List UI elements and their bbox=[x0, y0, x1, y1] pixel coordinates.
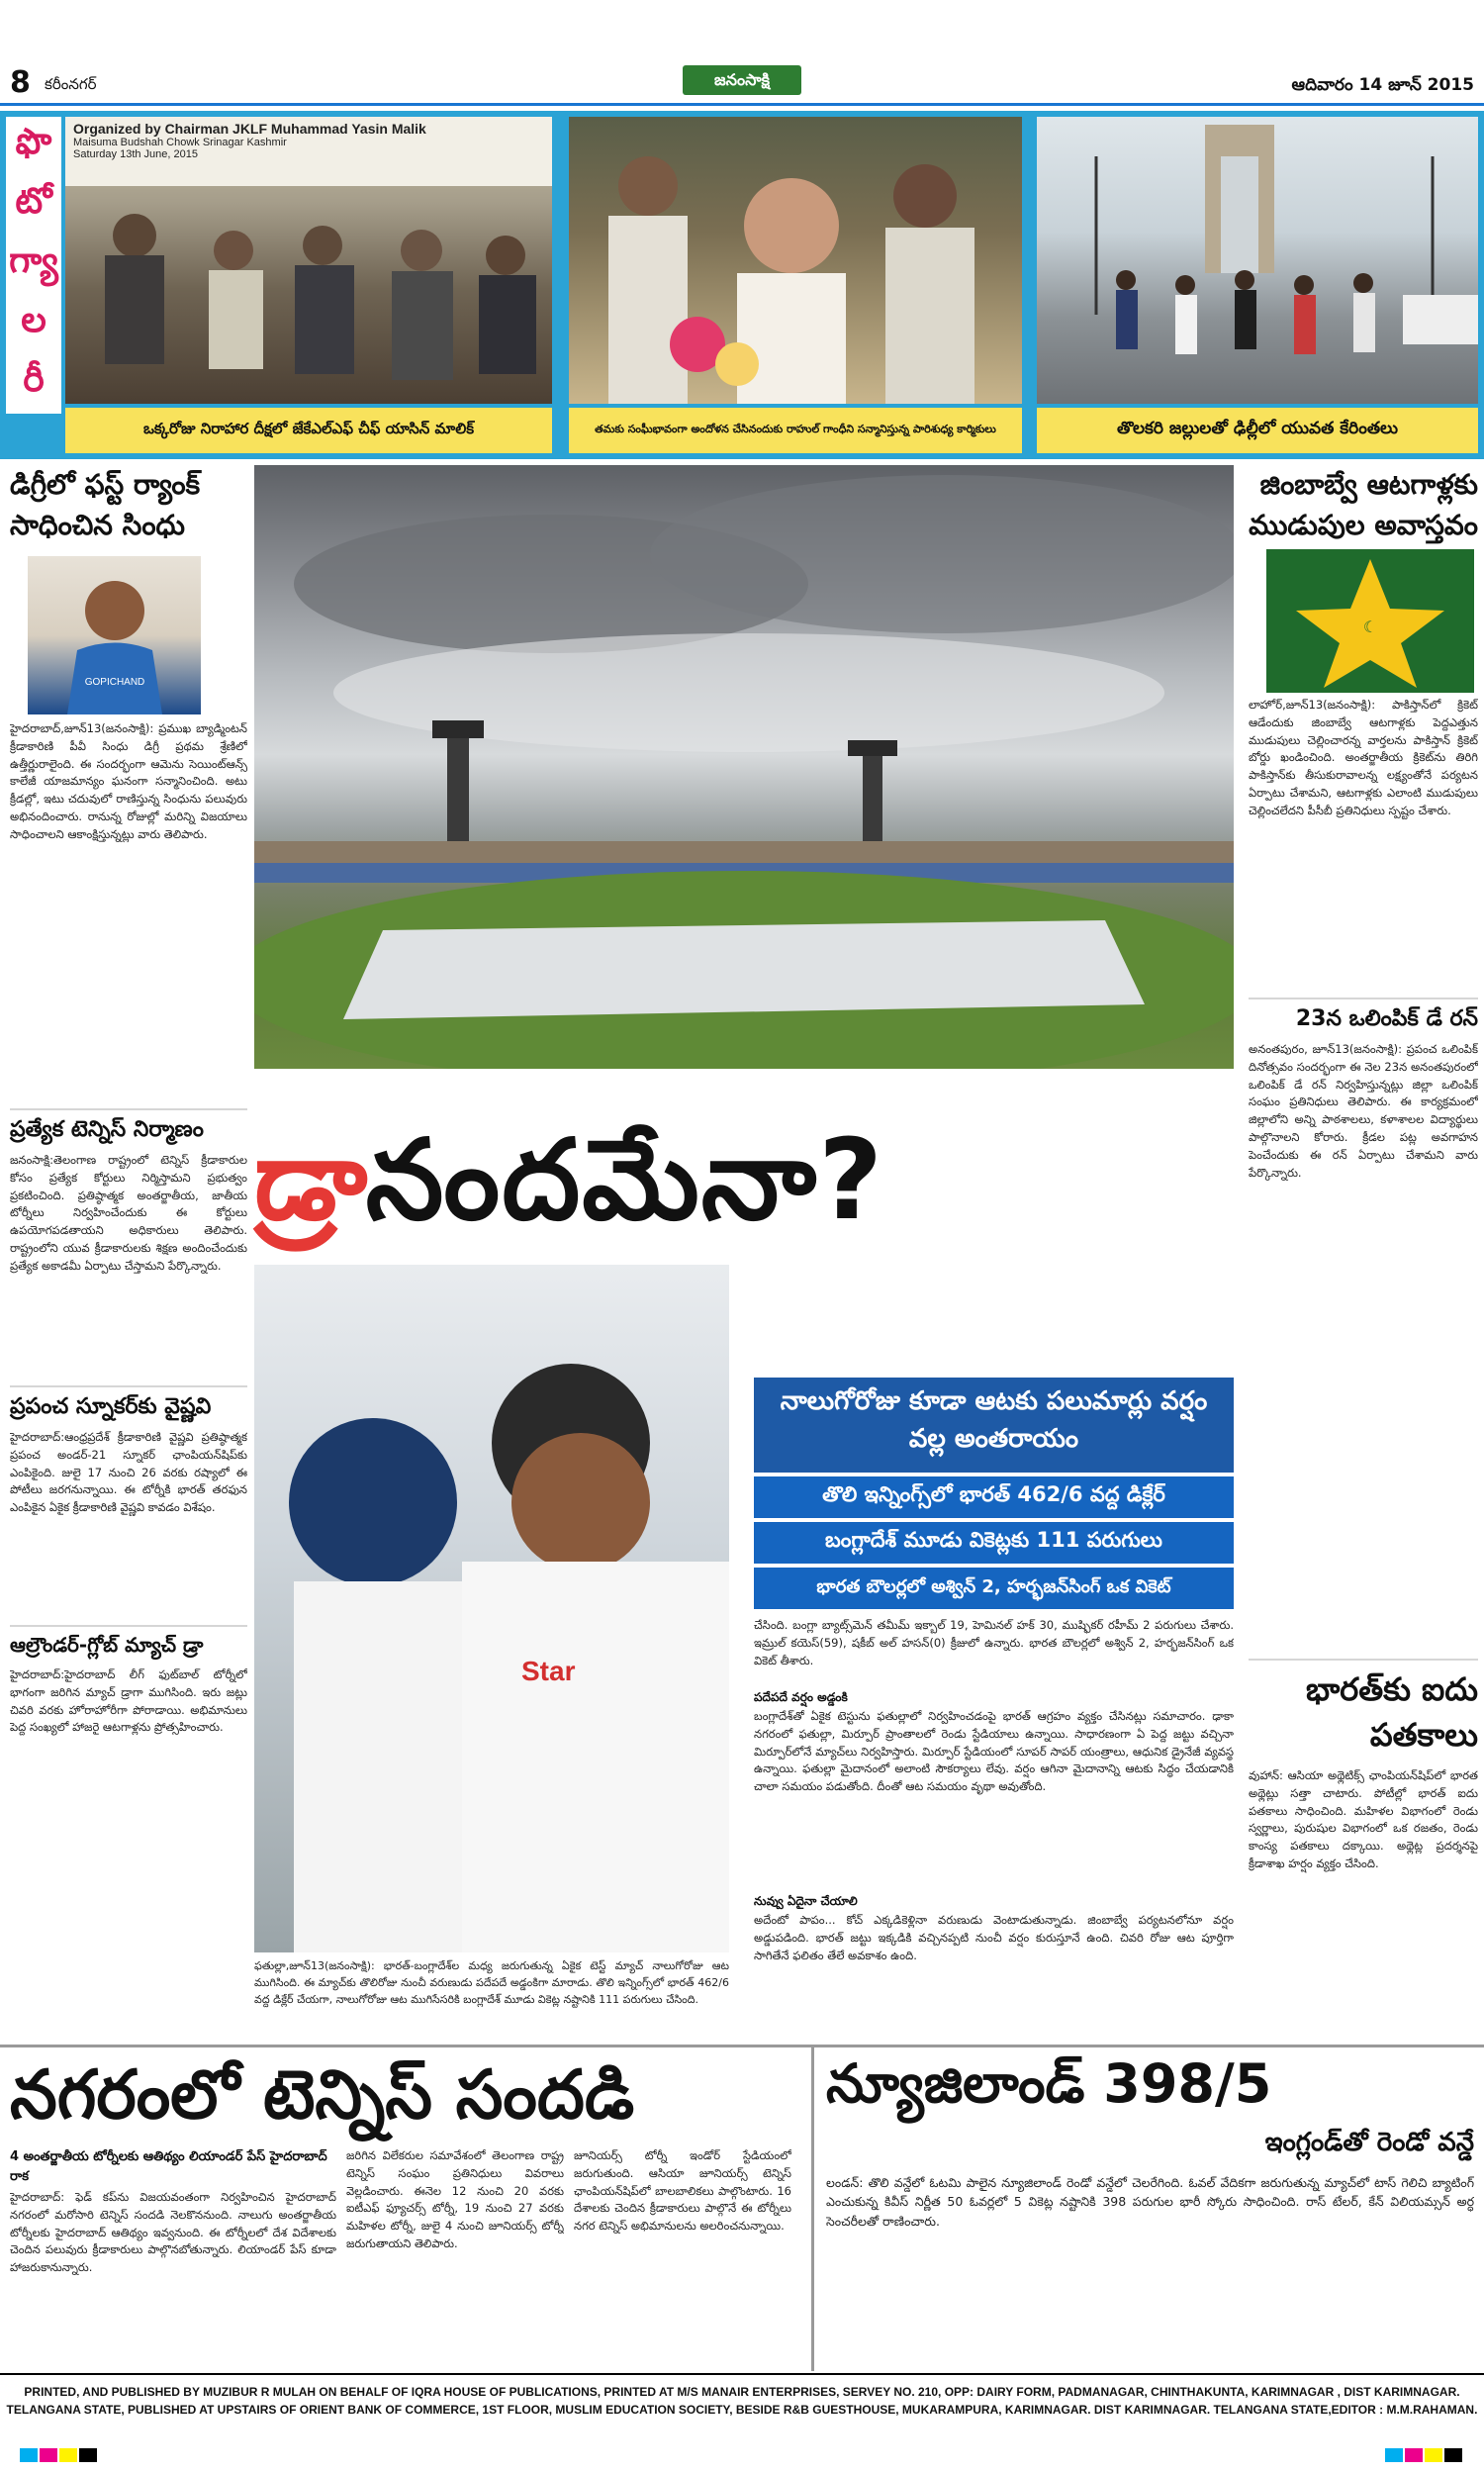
summary-bar: తొలి ఇన్నింగ్స్‌లో భారత్ 462/6 వద్ద డిక్లేర్ bbox=[754, 1476, 1234, 1518]
olympic-run-headline: 23న ఒలింపిక్ డే రన్ bbox=[1295, 1006, 1478, 1031]
tennis-city-headline: నగరంలో టెన్నిస్ సందడి bbox=[10, 2056, 635, 2135]
gallery-label-char: గ్యా bbox=[9, 240, 58, 281]
page-number: 8 bbox=[10, 65, 31, 100]
svg-text:☾: ☾ bbox=[1362, 618, 1378, 636]
summary-box: నాలుగోరోజు కూడా ఆటకు పలుమార్లు వర్షం వల్ల అంతరాయం bbox=[754, 1378, 1234, 1473]
gallery-label-char: ల bbox=[21, 300, 46, 340]
issue-date: ఆదివారం 14 జూన్ 2015 bbox=[1291, 75, 1474, 95]
main-article-part-2: బంగ్లాదేశ్‌తో ఏకైక టెస్టును ఫతుల్లాలో నిర్వహించడంపై భారత్ ఆగ్రహం వ్యక్తం చేసినట్లు సమాచారం. ఢాకా నగరంలో ఫతుల్లా, మిర్పూర్ ప్రాంతాలలో రెండు స్టేడియాలు ఉన్నాయి. సాధారణంగా ఏ పెద్ద జట్టు వచ్చినా మిర్పూర్‌లోనే మ్యాచ్‌లు నిర్వహిస్తారు. మిర్పూర్ స్టేడియంలో సూపర్ సాపర్ యంత్రాలు, ఆధునిక డ్రైనేజీ వ్యవస్థ ఉన్నాయి. ఫతుల్లా మైదానంలో అలాంటి సౌకర్యాలు లేవు. వర్షం ఆగినా మైదానాన్ని ఆటకు సిద్ధం చేయడానికి చాలా సమయం పడుతోంది. దీంతో ఆట సమయం వృథా అవుతోంది. bbox=[754, 1709, 1234, 1794]
divider bbox=[1249, 1659, 1478, 1661]
subhead: పదేపదే వర్షం అడ్డంకి bbox=[754, 1690, 848, 1704]
edition-city: కరీంనగర్ bbox=[45, 75, 97, 93]
main-photo-caption: ఫతుల్లా,జూన్13(జనంసాక్షి): భారత్-బంగ్లాదేశ్‌ల మధ్య జరుగుతున్న ఏకైక టెస్ట్ మ్యాచ్ నాలుగోరోజు ఆట ముగిసింది. ఈ మ్యాచ్‌కు తొలిరోజు నుంచీ వరుణుడు పదేపదే అడ్డంకిగా మారాడు. తొలి ఇన్నింగ్స్‌లో భారత్ 462/6 వద్ద డిక్లేర్ చేయగా, నాలుగోరోజు ఆట ముగిసేసరికి బంగ్లాదేశ్ మూడు వికెట్ల నష్టానికి 111 పరుగులు చేసింది. bbox=[254, 1959, 729, 2007]
jklf-protest-photo bbox=[65, 117, 552, 404]
column-divider bbox=[811, 2045, 814, 2371]
main-headline bbox=[254, 1116, 1234, 1255]
cricketers-photo bbox=[254, 1265, 729, 1952]
divider bbox=[10, 1385, 247, 1387]
nz-score-headline: న్యూజిలాండ్ 398/5 bbox=[826, 2052, 1272, 2115]
stadium-rain-photo bbox=[254, 465, 1234, 1069]
olympic-run-article: అనంతపురం, జూన్13(జనంసాక్షి): ప్రపంచ ఒలింపిక్ దినోత్సవం సందర్భంగా ఈ నెల 23న అనంతపురంలో ఒలింపిక్ డే రన్ నిర్వహిస్తున్నట్లు జిల్లా ఒలింపిక్ సంఘం ప్రతినిధులు తెలిపారు. ఈ కార్యక్రమంలో జిల్లాలోని అన్ని పాఠశాలలు, కళాశాలల విద్యార్థులు పాల్గొనాలని కోరారు. క్రీడల పట్ల అవగాహన పెంచేందుకు ఈ రన్ ఏర్పాటు చేశామని వారు పేర్కొన్నారు. bbox=[1249, 1042, 1478, 1180]
banner-text: Saturday 13th June, 2015 bbox=[73, 148, 198, 160]
sindhu-article: హైదరాబాద్,జూన్13(జనంసాక్షి): ప్రముఖ బ్యాడ్మింటన్ క్రీడాకారిణి పీవీ సింధు డిగ్రీ ప్రథమ శ్రేణిలో ఉత్తీర్ణురాలైంది. ఈ సందర్భంగా ఆమెను సెయింట్ఆన్స్ కాలేజీ యాజమాన్యం ఘనంగా సన్మానించింది. అటు క్రీడల్లో, ఇటు చదువులో రాణిస్తున్న సింధును పలువురు అభినందించారు. రానున్న రోజుల్లో మరిన్ని విజయాలు సాధించాలని ఆకాంక్షిస్తున్నట్లు వారు తెలిపారు. bbox=[10, 721, 247, 841]
tennis-city-article-part-3: జూనియర్స్ టోర్నీ ఇండోర్ స్టేడియంలో జరుగుతుంది. ఆసియా జూనియర్స్ టెన్నిస్ ఛాంపియన్‌షిప్‌లో బాలబాలికలు పాల్గొంటారు. 16 దేశాలకు చెందిన క్రీడాకారులు పాల్గొనే ఈ టోర్నీలు నగర టెన్నిస్ అభిమానులను అలరించనున్నాయి. bbox=[574, 2148, 791, 2234]
main-article-part-1: చేసింది. బంగ్లా బ్యాట్స్‌మెన్ తమీమ్ ఇక్బాల్ 19, హెమినల్ హక్ 30, ముష్ఫికర్ రహీమ్ 2 పరుగులు చేశారు. ఇమ్రుల్ కయెస్(59), షకీబ్ అల్ హసన్(0) క్రీజులో ఉన్నారు. భారత బౌలర్లలో అశ్విన్ 2, హర్భజన్‌సింగ్ ఒక వికెట్ తీశారు. bbox=[754, 1618, 1234, 1667]
print-color-mark bbox=[1444, 2448, 1462, 2462]
snooker-article: హైదరాబాద్:ఆంధ్రప్రదేశ్ క్రీడాకారిణి వైష్ణవి ప్రతిష్ఠాత్మక ప్రపంచ అండర్-21 స్నూకర్ ఛాంపియన్‌షిప్‌కు ఎంపికైంది. జులై 17 నుంచి 26 వరకు రష్యాలో ఈ పోటీలు జరగనున్నాయి. ఈ టోర్నీకి భారత్ తరఫున ఎంపికైన ఏకైక క్రీడాకారిణి వైష్ణవి కావడం విశేషం. bbox=[10, 1430, 247, 1515]
header-divider bbox=[0, 103, 1484, 106]
medals-headline: భారత్‌కు ఐదు పతకాలు bbox=[1305, 1670, 1478, 1755]
gallery-label-char: టో bbox=[15, 181, 52, 222]
banner-text: Organized by Chairman JKLF Muhammad Yasin Malik bbox=[73, 121, 426, 137]
imprint-line: PRINTED, AND PUBLISHED BY MUZIBUR R MULAH ON BEHALF OF IQRA HOUSE OF PUBLICATIONS, PRINTED AT M/S MANAIR ENTERPRISES, SERVEY NO. 210, OPP: DAIRY FORM, PADMANAGAR, CHINTHAKUNTA, KARIMNAGAR , DIST KARIMNAGAR. bbox=[24, 2385, 1460, 2399]
subhead: నువ్వు ఏదైనా చేయాలి bbox=[754, 1894, 858, 1908]
sindhu-headline: డిగ్రీలో ఫస్ట్ ర్యాంక్ సాధించిన సింధు bbox=[10, 468, 201, 541]
main-article-part-3: అదేంటో పాపం... కోచ్‌ ఎక్కడికెళ్లినా వరుణుడు వెంటాడుతున్నాడు. జింబాబ్వే పర్యటనలోనూ వర్షం అడ్డుపడింది. భారత్ జట్టు ఇక్కడికి వచ్చినప్పటి నుంచీ వర్షం కురుస్తూనే ఉంది. చివరి రోజు ఆట పూర్తిగా సాగితేనే ఫలితం తేలే అవకాశం ఉంది. bbox=[754, 1913, 1234, 1962]
print-color-mark bbox=[1425, 2448, 1442, 2462]
nz-score-article: లండన్: తొలి వన్డేలో ఓటమి పాలైన న్యూజిలాండ్ రెండో వన్డేలో చెలరేగింది. ఓవల్ వేదికగా జరుగుతున్న మ్యాచ్‌లో టాస్ గెలిచి బ్యాటింగ్ ఎంచుకున్న కివీస్ నిర్ణీత 50 ఓవర్లలో 5 వికెట్ల నష్టానికి 398 పరుగుల భారీ స్కోరు సాధించింది. రాస్ టేలర్, కేన్ విలియమ్సన్ అర్ధ సెంచరీలతో రాణించారు. bbox=[826, 2175, 1474, 2229]
print-color-mark bbox=[40, 2448, 57, 2462]
tennis-city-article-part-1: హైదరాబాద్: ఫెడ్ కప్‌ను విజయవంతంగా నిర్వహించిన హైదరాబాద్ నగరంలో మరోసారి టెన్నిస్ సందడి నెలకొననుంది. నాలుగు అంతర్జాతీయ టోర్నీలకు హైదరాబాద్ ఆతిథ్యం ఇవ్వనుంది. ఈ టోర్నీలలో దేశ విదేశాలకు చెందిన పలువురు క్రీడాకారులు పాల్గొనబోతున్నారు. లియాండర్ పేస్ కూడా హాజరుకానున్నారు. bbox=[10, 2190, 336, 2275]
svg-text:GOPICHAND: GOPICHAND bbox=[84, 677, 145, 688]
print-color-mark bbox=[20, 2448, 38, 2462]
svg-text:Star: Star bbox=[521, 1656, 576, 1686]
print-color-mark bbox=[59, 2448, 77, 2462]
football-article: హైదరాబాద్:హైదరాబాద్ లీగ్ ఫుట్‌బాల్ టోర్నీలో భాగంగా జరిగిన మ్యాచ్ డ్రాగా ముగిసింది. ఇరు జట్లు చివరి వరకు హోరాహోరీగా పోరాడాయి. అభిమానులు పెద్ద సంఖ్యలో హాజరై ఆటగాళ్లను ప్రోత్సహించారు. bbox=[10, 1667, 247, 1735]
summary-bar: భారత బౌలర్లలో అశ్విన్ 2, హర్భజన్‌సింగ్ ఒక వికెట్ bbox=[754, 1568, 1234, 1609]
divider bbox=[1249, 998, 1478, 999]
photo-caption: తమకు సంఘీభావంగా అందోళన చేసినందుకు రాహుల్ గాంధీని సన్మానిస్తున్న పారిశుధ్య కార్మికులు bbox=[569, 408, 1022, 453]
zimbabwe-article: లాహోర్,జూన్13(జనంసాక్షి): పాకిస్తాన్‌లో క్రికెట్ ఆడేందుకు జింబాబ్వే ఆటగాళ్లకు పెద్దఎత్తున ముడుపులు చెల్లించారన్న వార్తలను పాకిస్తాన్ క్రికెట్ బోర్డు ఖండించింది. అంతర్జాతీయ క్రికెట్‌ను తిరిగి పాకిస్తాన్‌కు తీసుకురావాలన్న లక్ష్యంతోనే పర్యటన ఏర్పాటు చేశామని, ఆటగాళ్లకు ఎలాంటి ముడుపులు చెల్లించలేదని పీసీబీ ప్రతినిధులు స్పష్టం చేశారు. bbox=[1249, 698, 1478, 817]
divider bbox=[10, 1625, 247, 1627]
masthead-logo: జనంసాక్షి bbox=[683, 65, 801, 95]
gallery-label-char: రీ bbox=[23, 359, 45, 400]
imprint-footer bbox=[0, 2373, 1484, 2438]
banner-text: Maisuma Budshah Chowk Srinagar Kashmir bbox=[73, 137, 287, 148]
headline-prefix: డ్రా bbox=[254, 1116, 366, 1245]
tennis-court-headline: ప్రత్యేక టెన్నిస్ నిర్మాణం bbox=[10, 1117, 204, 1142]
snooker-headline: ప్రపంచ స్నూకర్‌కు వైష్ణవి bbox=[10, 1394, 212, 1419]
summary-bar: బంగ్లాదేశ్ మూడు వికెట్లకు 111 పరుగులు bbox=[754, 1522, 1234, 1564]
print-color-mark bbox=[1385, 2448, 1403, 2462]
tennis-city-article-part-2: జరిగిన విలేకరుల సమావేశంలో తెలంగాణ రాష్ట్ర టెన్నిస్ సంఘం ప్రతినిధులు వివరాలు వెల్లడించారు. ఈనెల 12 నుంచి 20 వరకు ఐటీఎఫ్ ఫ్యూచర్స్ టోర్నీ, 19 నుంచి 27 వరకు మహిళల టోర్నీ, జులై 4 నుంచి జూనియర్స్ టోర్నీ జరుగుతాయని తెలిపారు. bbox=[346, 2148, 564, 2251]
print-color-mark bbox=[1405, 2448, 1423, 2462]
delhi-rain-photo bbox=[1037, 117, 1478, 404]
section-divider bbox=[0, 2045, 1484, 2047]
medals-article: వుహాన్: ఆసియా అథ్లెటిక్స్ ఛాంపియన్‌షిప్‌లో భారత అథ్లెట్లు సత్తా చాటారు. పోటీల్లో భారత్ ఐదు పతకాలు సాధించింది. మహిళల విభాగంలో రెండు స్వర్ణాలు, పురుషుల విభాగంలో ఒక రజతం, రెండు కాంస్య పతకాలు దక్కాయి. అథ్లెట్ల ప్రదర్శనపై క్రీడాశాఖ హర్షం వ్యక్తం చేసింది. bbox=[1249, 1768, 1478, 1871]
photo-caption: తొలకరి జల్లులతో ఢిల్లీలో యువత కేరింతలు bbox=[1037, 408, 1478, 453]
pv-sindhu-photo bbox=[28, 556, 201, 714]
zimbabwe-headline: జింబాబ్వే ఆటగాళ్లకు ముడుపుల అవాస్తవం bbox=[1249, 468, 1478, 541]
divider bbox=[10, 1108, 247, 1110]
football-headline: ఆల్రౌండర్-గ్లోబ్ మ్యాచ్ డ్రా bbox=[10, 1633, 204, 1657]
imprint-line: TELANGANA STATE, PUBLISHED AT UPSTAIRS OF ORIENT BANK OF COMMERCE, 1ST FLOOR, MUSLIM EDUCATION SOCIETY, BESIDE R&B GUESTHOUSE, MUKARAMPURA, KARIMNAGAR. DIST KARIMNAGAR. TELANGANA STATE,EDITOR : M.M.RAHAMAN. bbox=[6, 2403, 1478, 2417]
photo-gallery-label bbox=[6, 117, 61, 414]
headline-main: నందమేనా? bbox=[365, 1116, 885, 1245]
gallery-label-char: ఫొ bbox=[15, 122, 52, 162]
tennis-court-article: జనంసాక్షి:తెలంగాణ రాష్ట్రంలో టెన్నిస్ క్రీడాకారుల కోసం ప్రత్యేక కోర్టులు నిర్మిస్తామని ప్రభుత్వం ప్రకటించింది. ప్రతిష్ఠాత్మక అంతర్జాతీయ, జాతీయ టోర్నీలు నిర్వహించేందుకు ఈ కోర్టులు ఉపయోగపడతాయని అధికారులు తెలిపారు. రాష్ట్రంలోని యువ క్రీడాకారులకు శిక్షణ అందించేందుకు ప్రత్యేక అకాడమీ ఏర్పాటు చేస్తామని పేర్కొన్నారు. bbox=[10, 1153, 247, 1273]
photo-caption: ఒక్కరోజు నిరాహార దీక్షలో జేకేఎల్ఎఫ్ చీఫ్ యాసిన్ మాలిక్ bbox=[65, 408, 552, 453]
pakistan-cricket-logo bbox=[1266, 549, 1474, 693]
rahul-gandhi-photo bbox=[569, 117, 1022, 404]
nz-score-subhead: ఇంగ్లండ్‌తో రెండో వన్డే bbox=[1264, 2128, 1474, 2157]
tennis-city-subhead: 4 అంతర్జాతీయ టోర్నీలకు ఆతిథ్యం లియాండర్ పేస్ హైదరాబాద్ రాక bbox=[10, 2149, 327, 2184]
print-color-mark bbox=[79, 2448, 97, 2462]
